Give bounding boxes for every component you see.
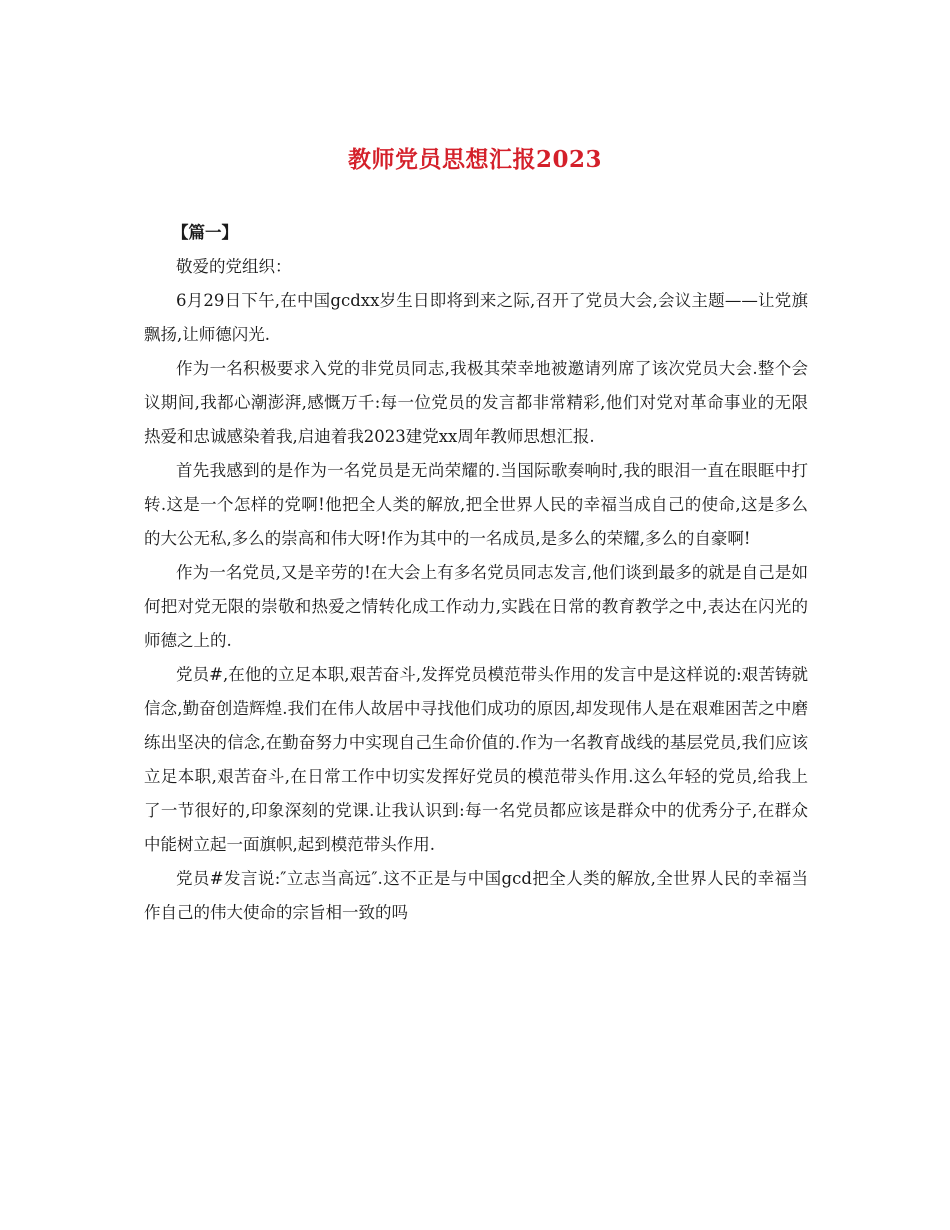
paragraph-6: 党员#发言说:″立志当高远″.这不正是与中国gcd把全人类的解放,全世界人民的幸福当作自己的伟大使命的宗旨相一致的吗 — [144, 869, 808, 922]
paragraph-4: 作为一名党员,又是辛劳的!在大会上有多名党员同志发言,他们谈到最多的就是自己是如何把对党无限的崇敬和热爱之情转化成工作动力,实践在日常的教育教学之中,表达在闪光的师德之上的. — [144, 563, 808, 650]
section-label: 【篇一】 — [172, 223, 238, 242]
paragraph-3: 首先我感到的是作为一名党员是无尚荣耀的.当国际歌奏响时,我的眼泪一直在眼眶中打转.这是一个怎样的党啊!他把全人类的解放,把全世界人民的幸福当成自己的使命,这是多么的大公无私,多么的崇高和伟大呀!作为其中的一名成员,是多么的荣耀,多么的自豪啊! — [144, 461, 808, 548]
paragraph-5: 党员#,在他的立足本职,艰苦奋斗,发挥党员模范带头作用的发言中是这样说的:艰苦铸就信念,勤奋创造辉煌.我们在伟人故居中寻找他们成功的原因,却发现伟人是在艰难困苦之中磨练出坚决的信念,在勤奋努力中实现自己生命价值的.作为一名教育战线的基层党员,我们应该立足本职,艰苦奋斗,在日常工作中切实发挥好党员的模范带头作用.这么年轻的党员,给我上了一节很好的,印象深刻的党课.让我认识到:每一名党员都应该是群众中的优秀分子,在群众中能树立起一面旗帜,起到模范带头作用. — [144, 665, 808, 854]
paragraph-1: 6月29日下午,在中国gcdxx岁生日即将到来之际,召开了党员大会,会议主题——让党旗飘扬,让师德闪光. — [144, 291, 808, 344]
document-body — [144, 216, 808, 930]
document-title: 教师党员思想汇报2023 — [347, 146, 602, 173]
paragraph-2: 作为一名积极要求入党的非党员同志,我极其荣幸地被邀请列席了该次党员大会.整个会议期间,我都心潮澎湃,感慨万千:每一位党员的发言都非常精彩,他们对党对革命事业的无限热爱和忠诚感染着我,启迪着我2023建党xx周年教师思想汇报. — [144, 359, 808, 446]
salutation: 敬爱的党组织： — [176, 257, 292, 276]
